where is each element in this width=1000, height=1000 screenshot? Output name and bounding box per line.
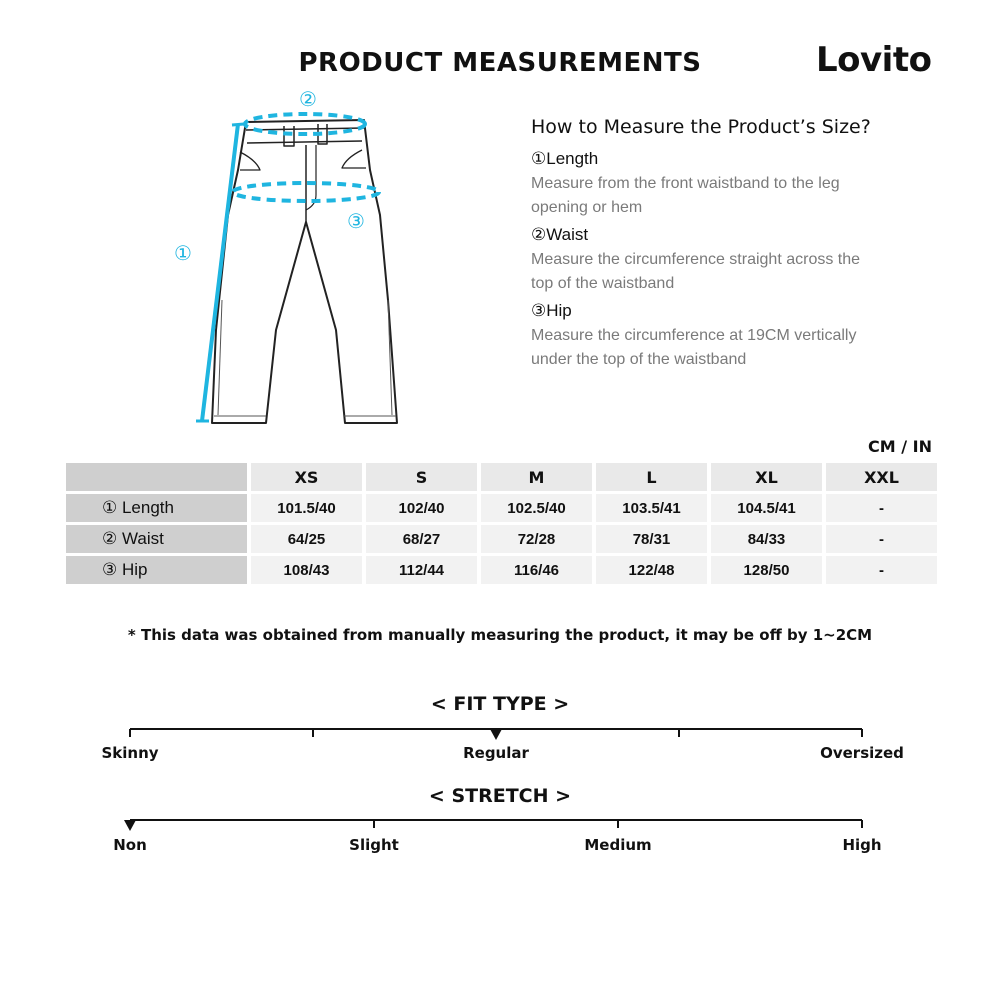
table-cell: 64/25 [251,525,362,553]
stretch-level-marker [124,820,136,831]
table-cell: 116/46 [481,556,592,584]
row-label-length: ① Length [66,494,247,522]
waist-measure-line [245,114,365,134]
size-header: XS [251,463,362,491]
size-table [62,460,941,587]
table-corner-cell [66,463,247,491]
table-cell: 103.5/41 [596,494,707,522]
table-cell: 128/50 [711,556,822,584]
table-row [66,525,937,553]
size-header: XXL [826,463,937,491]
table-row [66,494,937,522]
table-cell: 68/27 [366,525,477,553]
pants-diagram [160,80,420,435]
table-cell: 102/40 [366,494,477,522]
table-header-row [66,463,937,491]
row-label-waist: ② Waist [66,525,247,553]
size-header: S [366,463,477,491]
length-description: Measure from the front waistband to the leg opening or hem [531,175,840,216]
hip-description: Measure the circumference at 19CM vertically under the top of the waistband [531,327,857,368]
table-cell: 101.5/40 [251,494,362,522]
length-heading: ①Length [531,149,599,168]
table-cell: 84/33 [711,525,822,553]
brand-logo: Lovito [816,40,932,80]
size-header: L [596,463,707,491]
row-label-hip: ③ Hip [66,556,247,584]
table-cell: 78/31 [596,525,707,553]
fit-type-title: < FIT TYPE > [430,693,570,715]
stretch-title: < STRETCH > [428,785,572,807]
table-cell: - [826,494,937,522]
table-cell: 102.5/40 [481,494,592,522]
table-cell: 104.5/41 [711,494,822,522]
measurement-note: * This data was obtained from manually measuring the product, it may be off by 1~2CM [127,626,873,644]
fit-level-marker [490,729,502,740]
how-to-measure-title: How to Measure the Product’s Size? [531,116,871,138]
stretch-scale-label: Non [113,836,147,854]
hip-heading: ③Hip [531,301,572,320]
hip-marker: ③ [347,209,365,233]
size-header: XL [711,463,822,491]
fit-scale-label: Oversized [820,744,904,762]
waist-heading: ②Waist [531,225,589,244]
stretch-scale-label: Slight [349,836,399,854]
stretch-scale-label: Medium [584,836,652,854]
pants-outline [212,120,397,423]
page-title: PRODUCT MEASUREMENTS [298,48,702,78]
table-cell: 72/28 [481,525,592,553]
length-measure-line [202,124,238,421]
table-cell: 122/48 [596,556,707,584]
waist-marker: ② [299,87,317,111]
unit-label: CM / IN [868,437,932,456]
table-row [66,556,937,584]
table-cell: - [826,556,937,584]
table-cell: 112/44 [366,556,477,584]
table-cell: 108/43 [251,556,362,584]
length-marker: ① [174,241,192,265]
table-cell: - [826,525,937,553]
fit-scale-label: Regular [463,744,529,762]
how-to-measure-section [531,116,951,376]
stretch-scale-label: High [842,836,882,854]
size-header: M [481,463,592,491]
fit-scale-label: Skinny [101,744,159,762]
waist-description: Measure the circumference straight across the top of the waistband [531,251,861,292]
